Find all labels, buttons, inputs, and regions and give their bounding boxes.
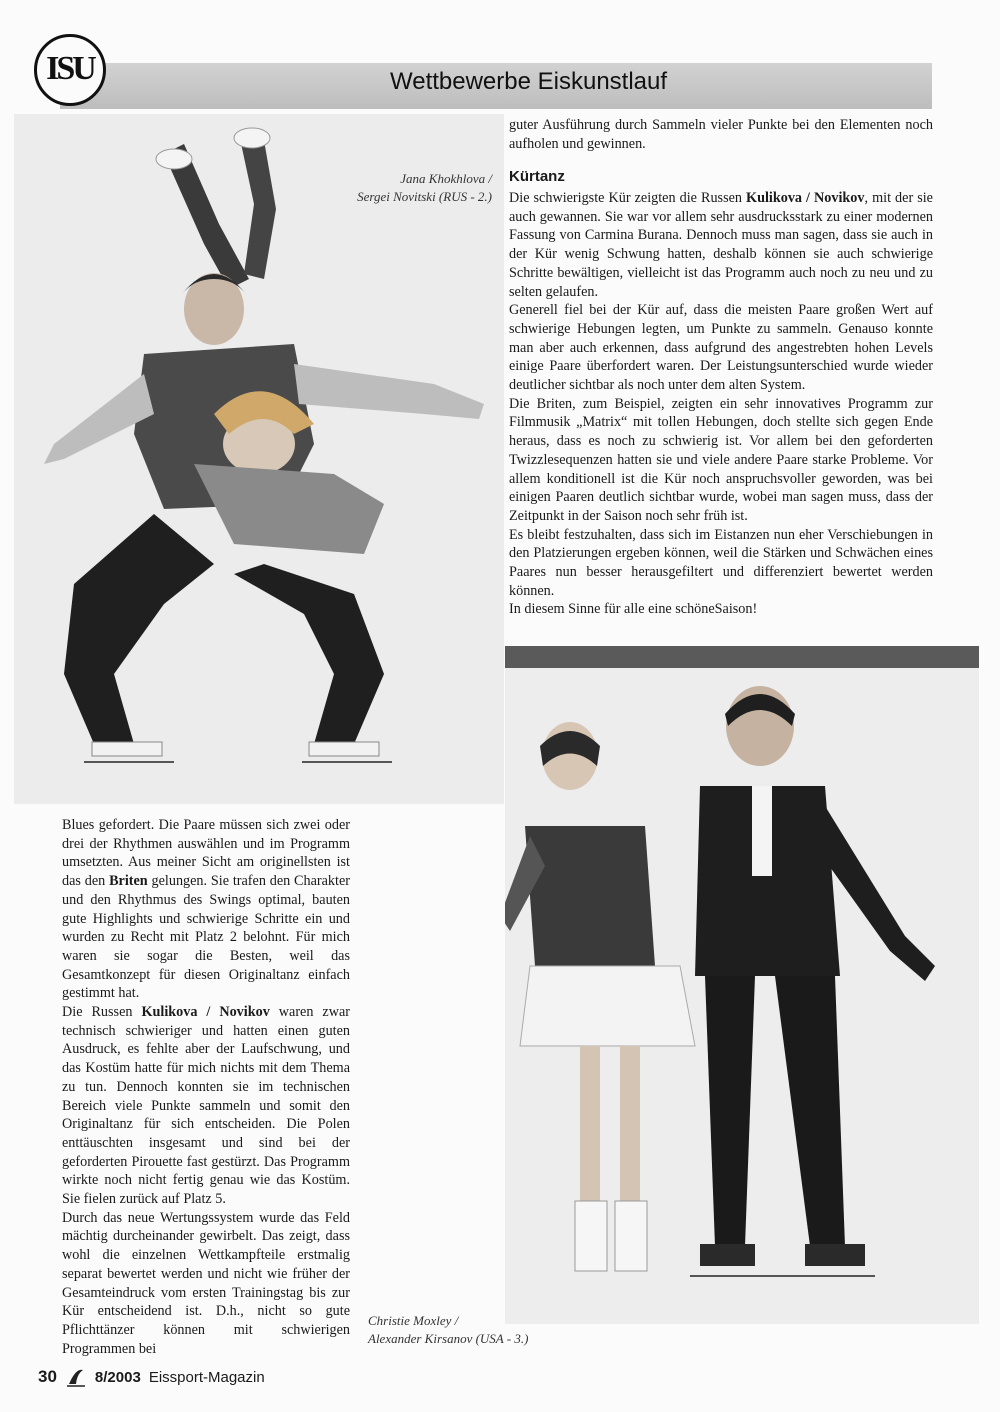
text-run: Die Russen xyxy=(62,1004,142,1021)
kurtanz-heading: Kürtanz xyxy=(509,168,565,185)
page-number: 30 xyxy=(38,1367,57,1386)
left-paragraph-1 xyxy=(62,816,350,1003)
magazine-logo-icon xyxy=(65,1366,87,1388)
photo2-caption-line1: Christie Moxley / xyxy=(368,1313,459,1328)
bold-names: Kulikova / Novikov xyxy=(141,1004,270,1021)
bold-names: Briten xyxy=(109,873,148,890)
text-run: , mit der sie auch gewannen. Sie war vor allem sehr ausdrucksstark zu einer modernen Fassung von Carmina Burana. Dennoch muss man sagen, dass sie auch in der Kür wenig Schwung hatten, deshalb können sie auch schwierige Schritte bewältigen, vielleicht ist das Programm auch noch zu neu und zu selten gelaufen. xyxy=(509,190,933,300)
section-title: Wettbewerbe Eiskunstlauf xyxy=(390,68,668,95)
kurtanz-paragraph-1 xyxy=(509,189,933,301)
isu-logo-text: ISU xyxy=(46,50,94,87)
left-column-body xyxy=(62,816,350,1358)
text-run: Blues gefordert. Die Paare müssen sich zwei oder drei der Rhythmen auswählen und im Programm umsetzten. Aus meiner Sicht am originellsten ist das den xyxy=(62,817,350,890)
text-run: waren zwar technisch schwieriger und hatten einen guten Ausdruck, es fehlte aber der Laufschwung, und das Kostüm hatte für mich nichts mit dem Thema zu tun. Dennoch konnten sie im technischen Bereich viele Punkte sammeln und somit den Originaltanz für sich entscheiden. Die Polen enttäuschten insgesamt und sind bei der geforderten Pirouette fast gestürzt. Das Programm wirkte noch nicht fertig genau wie das Kostüm. Sie fielen zurück auf Platz 5. xyxy=(62,1004,350,1208)
photo2-caption xyxy=(368,1312,528,1348)
bold-names: Kulikova / Novikov xyxy=(746,190,865,206)
right-column-body xyxy=(509,189,933,619)
skating-pair-illustration-2 xyxy=(505,646,979,1324)
kurtanz-paragraph-4: Es bleibt festzuhalten, dass sich im Eistanzen nun eher Verschiebungen in den Platzierungen ergeben können, weil die Stärken und Schwächen eines Paares nun besser herausgefiltert und differenziert bewertet werden können. xyxy=(509,526,933,599)
issue-number: 8/2003 xyxy=(94,1368,141,1386)
photo1-caption-line2: Sergei Novitski (RUS - 2.) xyxy=(357,189,492,204)
photo1-caption xyxy=(322,170,492,206)
kurtanz-paragraph-5: In diesem Sinne für alle eine schöneSaison! xyxy=(509,601,758,618)
text-run: Die schwierigste Kür zeigten die Russen xyxy=(509,190,747,206)
intro-paragraph xyxy=(509,116,933,153)
kurtanz-paragraph-3: Die Briten, zum Beispiel, zeigten ein sehr innovatives Programm zur Filmmusik „Matrix“ mit tollen Hebungen, doch stellte sich gegen Ende heraus, dass es noch zu schwierig ist. Vor allem bei den geforderten Twizzlesequenzen hatten sie und viele andere Paare starke Probleme. Vor allem konditionell ist die Kür noch anspruchsvoller geworden, was bei einigen Paaren deutlich sichtbar wurde, wobei man sagen muss, dass der Zeitpunkt in der Saison noch sehr früh ist. xyxy=(509,395,933,524)
text-run: gelungen. Sie trafen den Charakter und den Rhythmus des Swings optimal, bauten gute Highlights und schwierige Schritte ein und wurden zu Recht mit Platz 2 belohnt. Für mich waren sie sogar die Besten, weil das Gesamtkonzept für diesen Originaltanz einfach gestimmt hat. xyxy=(62,873,350,1002)
photo1-caption-line1: Jana Khokhlova / xyxy=(400,171,492,186)
intro-text: guter Ausführung durch Sammeln vieler Punkte bei den Elementen noch aufholen und gewinnen. xyxy=(509,117,933,152)
magazine-name: Eissport-Magazin xyxy=(148,1368,265,1386)
photo2-caption-line2: Alexander Kirsanov (USA - 3.) xyxy=(368,1331,529,1346)
kurtanz-paragraph-2: Generell fiel bei der Kür auf, dass die meisten Paare großen Wert auf schwierige Hebungen legten, um Punkte zu sammeln. Genauso konnte man aber auch erkennen, dass aufgrund des angestrebten hohen Levels einige Paare überfordert waren. Der Leistungsunterschied wurde wieder deutlicher sichtbar als noch unter dem alten System. xyxy=(509,302,933,394)
left-paragraph-2 xyxy=(62,1003,350,1209)
skating-pair-illustration-1 xyxy=(14,114,504,804)
left-paragraph-3: Durch das neue Wertungssystem wurde das Feld mächtig durcheinander gewirbelt. Das zeigt, dass wohl die einzelnen Wettkampfteile erstmalig separat bewertet werden und nicht wie früher der Gesamteindruck vom ersten Trainingstag bis zur Kür entscheidend ist. D.h., nicht so gute Pflichttänzer können mit schwierigen Programmen bei xyxy=(62,1209,350,1357)
photo-khokhlova-novitski xyxy=(14,114,504,804)
page-footer xyxy=(38,1366,265,1388)
photo-moxley-kirsanov xyxy=(505,646,979,1324)
